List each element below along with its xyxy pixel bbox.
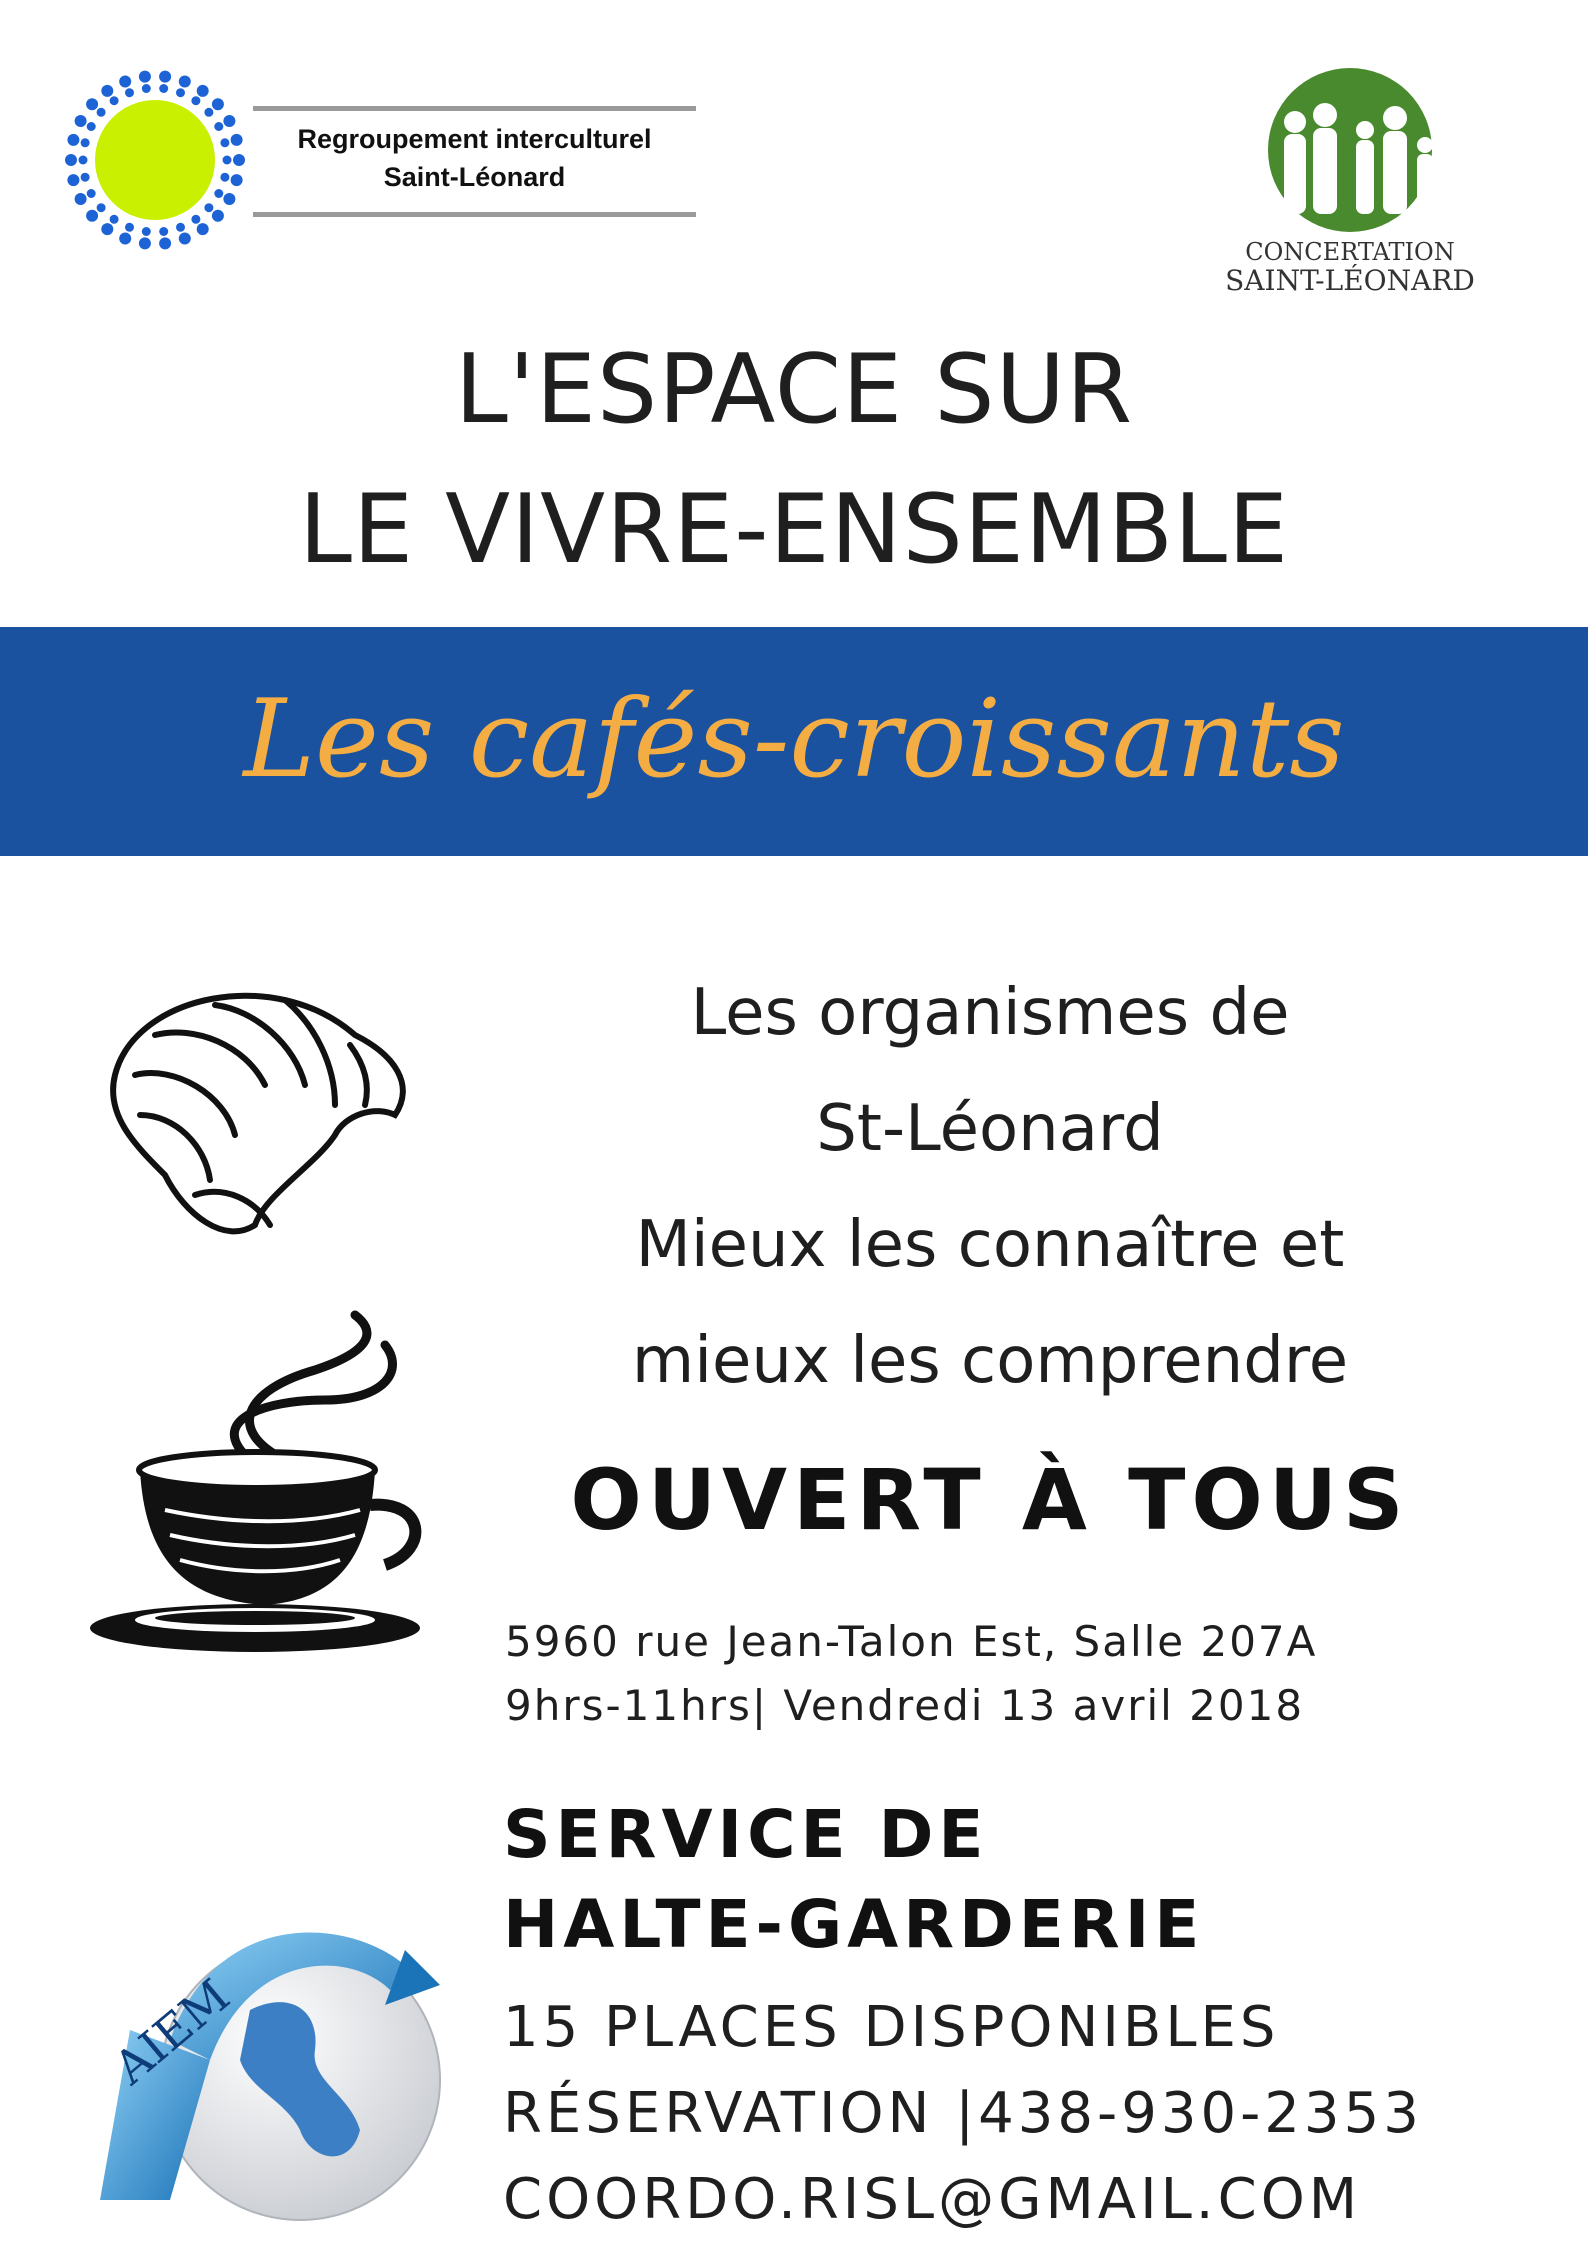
- event-details: [505, 1610, 1555, 1738]
- person-figure: [75, 115, 87, 127]
- banner-title: Les cafés-croissants: [243, 677, 1345, 802]
- person-figure: [139, 71, 151, 83]
- childcare-line2: HALTE-GARDERIE: [503, 1886, 1205, 1963]
- person-figure: [110, 215, 119, 224]
- person-figure: [79, 156, 88, 165]
- concertation-name-line1: CONCERTATION: [1245, 238, 1455, 266]
- concertation-name-line2: SAINT-LÉONARD: [1225, 264, 1475, 297]
- risl-name-line2: Saint-Léonard: [383, 162, 566, 192]
- person-figure: [176, 88, 185, 97]
- person-figure: [197, 85, 209, 97]
- childcare-line1: SERVICE DE: [503, 1796, 989, 1873]
- childcare-email: COORDO.RISL@GMAIL.COM: [503, 2167, 1362, 2232]
- person-figure: [179, 76, 191, 88]
- person-figure: [159, 227, 168, 236]
- croissant-icon: [95, 965, 440, 1255]
- childcare-reservation: RÉSERVATION |438-930-2353: [503, 2081, 1423, 2146]
- person-figure: [191, 96, 200, 105]
- person-figure: [212, 98, 224, 110]
- person-figure: [75, 193, 87, 205]
- description-line3: Mieux les connaître et: [635, 1208, 1345, 1282]
- person-figure: [97, 108, 106, 117]
- person-figure: [65, 154, 77, 166]
- person-figure: [110, 96, 119, 105]
- person-figure: [220, 173, 229, 182]
- person-figure: [97, 203, 106, 212]
- person-figure: [231, 134, 243, 146]
- person-figure: [179, 233, 191, 245]
- person-figure: [223, 193, 235, 205]
- person-figure: [212, 210, 224, 222]
- steam-icon: [234, 1315, 392, 1460]
- person-figure: [81, 138, 90, 147]
- risl-name-line1: Regroupement interculturel: [297, 124, 652, 154]
- risl-logo: [55, 60, 255, 260]
- person-figure: [231, 174, 243, 186]
- person-figure: [67, 134, 79, 146]
- event-address: 5960 rue Jean-Talon Est, Salle 207A: [505, 1617, 1318, 1666]
- person-figure: [214, 122, 223, 131]
- title-line2: LE VIVRE-ENSEMBLE: [299, 475, 1289, 585]
- person-figure: [86, 98, 98, 110]
- description-line2: St-Léonard: [816, 1092, 1164, 1166]
- concertation-logo: [1200, 60, 1500, 300]
- coffee-cup-icon: [85, 1310, 455, 1670]
- person-figure: [204, 108, 213, 117]
- person-figure: [223, 115, 235, 127]
- person-figure: [159, 84, 168, 93]
- person-figure: [86, 210, 98, 222]
- page-title: [0, 320, 1588, 600]
- person-figure: [125, 223, 134, 232]
- person-figure: [139, 237, 151, 249]
- person-figure: [67, 174, 79, 186]
- person-figure: [191, 215, 200, 224]
- person-figure: [223, 156, 232, 165]
- person-figure: [119, 76, 131, 88]
- person-figure: [101, 223, 113, 235]
- person-figure: [214, 189, 223, 198]
- person-figure: [159, 237, 171, 249]
- globe-icon: [60, 1860, 480, 2230]
- person-figure: [81, 173, 90, 182]
- person-figure: [233, 154, 245, 166]
- person-figure: [101, 85, 113, 97]
- person-figure: [176, 223, 185, 232]
- person-figure: [159, 71, 171, 83]
- childcare-places: 15 PLACES DISPONIBLES: [503, 1995, 1280, 2060]
- open-to-all-heading: OUVERT À TOUS: [570, 1451, 1410, 1549]
- description-line4: mieux les comprendre: [631, 1324, 1349, 1398]
- childcare-heading: [503, 1790, 1553, 1970]
- person-figure: [142, 227, 151, 236]
- description-line1: Les organismes de: [690, 976, 1290, 1050]
- event-schedule: 9hrs-11hrs| Vendredi 13 avril 2018: [505, 1681, 1305, 1730]
- sun-icon: [95, 100, 215, 220]
- person-figure: [87, 122, 96, 131]
- logo-rule-bottom: [253, 212, 696, 217]
- globe-label: AIEM: [103, 1968, 240, 2095]
- person-figure: [197, 223, 209, 235]
- person-figure: [125, 88, 134, 97]
- person-figure: [204, 203, 213, 212]
- childcare-info: [503, 1985, 1583, 2243]
- risl-logo-name: [253, 120, 696, 196]
- person-figure: [220, 138, 229, 147]
- title-line1: L'ESPACE SUR: [454, 335, 1134, 445]
- person-figure: [87, 189, 96, 198]
- logo-rule-top: [253, 106, 696, 111]
- person-figure: [119, 233, 131, 245]
- person-figure: [142, 84, 151, 93]
- description: [540, 955, 1440, 1419]
